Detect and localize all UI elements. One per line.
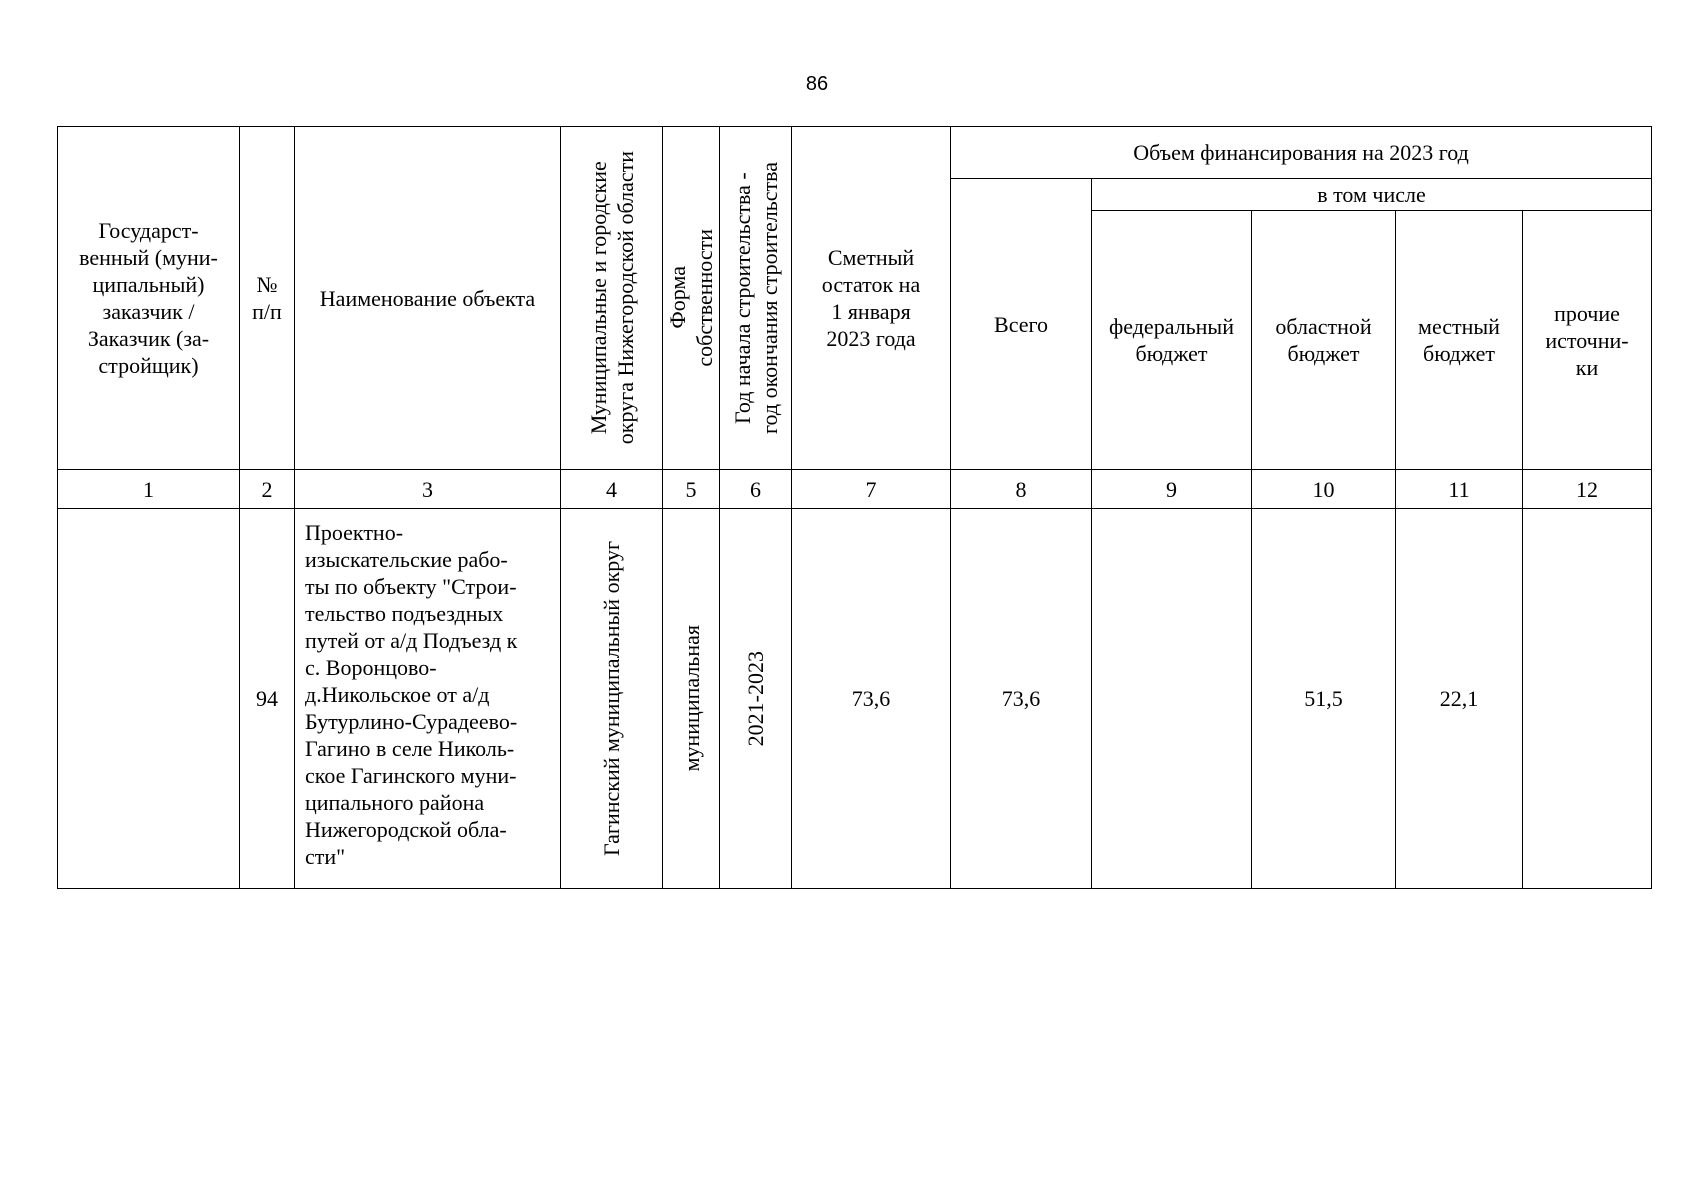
header-regional: областной бюджет <box>1252 211 1396 470</box>
column-number: 1 <box>58 470 240 509</box>
cell-customer <box>58 509 240 889</box>
cell-municipality: Гагинский муниципальный округ <box>561 509 663 889</box>
header-including: в том числе <box>1092 179 1652 211</box>
header-number: № п/п <box>240 127 295 470</box>
table-row <box>58 509 1652 889</box>
column-number: 8 <box>951 470 1092 509</box>
header-financing-title: Объем финансирования на 2023 год <box>951 127 1652 179</box>
header-object-name: Наименование объекта <box>295 127 561 470</box>
column-number: 7 <box>792 470 951 509</box>
header-municipality: Муниципальные и городские округа Нижегородской области <box>561 127 663 470</box>
column-number: 9 <box>1092 470 1252 509</box>
column-number: 6 <box>720 470 792 509</box>
header-total: Всего <box>951 179 1092 470</box>
cell-other <box>1523 509 1652 889</box>
column-number: 4 <box>561 470 663 509</box>
cell-regional: 51,5 <box>1252 509 1396 889</box>
cell-local: 22,1 <box>1396 509 1523 889</box>
cell-ownership: муниципальная <box>663 509 720 889</box>
header-ownership: Форма собственности <box>663 127 720 470</box>
page-number: 86 <box>805 73 829 95</box>
header-estimate-balance: Сметный остаток на 1 января 2023 года <box>792 127 951 470</box>
cell-years: 2021-2023 <box>720 509 792 889</box>
column-number: 12 <box>1523 470 1652 509</box>
column-numbers-row <box>58 470 1652 509</box>
cell-federal <box>1092 509 1252 889</box>
column-number: 3 <box>295 470 561 509</box>
cell-number: 94 <box>240 509 295 889</box>
header-federal: федеральный бюджет <box>1092 211 1252 470</box>
column-number: 11 <box>1396 470 1523 509</box>
cell-total: 73,6 <box>951 509 1092 889</box>
column-number: 10 <box>1252 470 1396 509</box>
header-other: прочие источни- ки <box>1523 211 1652 470</box>
column-number: 2 <box>240 470 295 509</box>
cell-object-name: Проектно- изыскательские рабо- ты по объекту "Строи- тельство подъездных путей от а/д Подъезд к с. Воронцово- д.Никольское от а/д Бутурлино-Сурадеево- Гагино в селе Николь- ское Гагинского муни- ципального района Нижегородской обла- сти" <box>295 509 561 889</box>
header-customer: Государст- венный (муни- ципальный) заказчик / Заказчик (за- стройщик) <box>58 127 240 470</box>
header-local: местный бюджет <box>1396 211 1523 470</box>
header-years: Год начала строительства - год окончания строительства <box>720 127 792 470</box>
header-row-1 <box>58 127 1652 179</box>
cell-estimate-balance: 73,6 <box>792 509 951 889</box>
column-number: 5 <box>663 470 720 509</box>
budget-table <box>57 126 1652 889</box>
